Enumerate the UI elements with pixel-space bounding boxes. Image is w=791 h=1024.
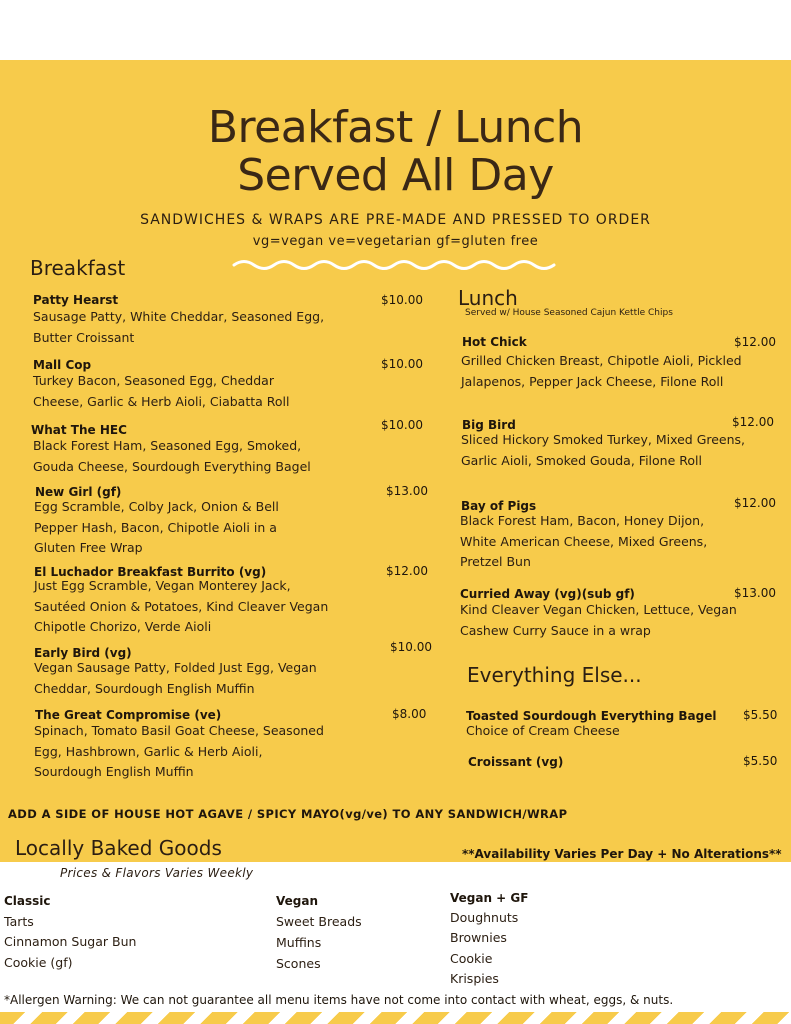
breakfast-heading: Breakfast <box>30 256 126 280</box>
item-description: Turkey Bacon, Seasoned Egg, Cheddar Cheese, Garlic & Herb Aioli, Ciabatta Roll <box>33 373 290 409</box>
page-title-line2: Served All Day <box>237 150 554 201</box>
list-item: Doughnuts <box>450 910 519 925</box>
item-name: Big Bird <box>462 418 516 432</box>
item-description: Spinach, Tomato Basil Goat Cheese, Seasoned Egg, Hashbrown, Garlic & Herb Aioli, Sourdough English Muffin <box>34 723 324 779</box>
list-item: Krispies <box>450 971 499 986</box>
baked-goods-heading: Locally Baked Goods <box>15 836 222 860</box>
item-price: $13.00 <box>734 586 776 600</box>
item-price: $12.00 <box>734 496 776 510</box>
item-name: Curried Away (vg)(sub gf) <box>460 587 635 601</box>
list-item: Tarts <box>4 914 34 929</box>
page-title-line1: Breakfast / Lunch <box>207 102 584 153</box>
item-name: Early Bird (vg) <box>34 646 132 660</box>
item-price: $5.50 <box>743 708 778 722</box>
item-name: Patty Hearst <box>33 293 119 307</box>
list-item: Muffins <box>276 935 322 950</box>
lunch-heading: Lunch <box>458 286 518 310</box>
item-description: Sausage Patty, White Cheddar, Seasoned Egg, Butter Croissant <box>33 309 325 345</box>
item-name: El Luchador Breakfast Burrito (vg) <box>34 565 267 579</box>
item-description: Sliced Hickory Smoked Turkey, Mixed Greens, Garlic Aioli, Smoked Gouda, Filone Roll <box>461 432 746 468</box>
item-price: $10.00 <box>381 293 423 307</box>
everything-else-heading: Everything Else... <box>467 663 642 687</box>
item-price: $10.00 <box>390 640 432 654</box>
wavy-divider-icon <box>232 256 562 274</box>
item-price: $10.00 <box>381 357 423 371</box>
item-name: What The HEC <box>31 423 127 437</box>
item-name: Bay of Pigs <box>461 499 537 513</box>
list-item: Cinnamon Sugar Bun <box>4 934 137 949</box>
column-heading: Vegan + GF <box>450 891 529 905</box>
column-heading: Classic <box>4 894 51 908</box>
item-description: Egg Scramble, Colby Jack, Onion & Bell Pepper Hash, Bacon, Chipotle Aioli in a Gluten Free Wrap <box>34 499 279 555</box>
item-price: $12.00 <box>386 564 428 578</box>
item-name: Croissant (vg) <box>468 755 564 769</box>
item-name: Toasted Sourdough Everything Bagel <box>466 709 717 723</box>
baked-goods-subtitle: Prices & Flavors Varies Weekly <box>60 866 254 880</box>
item-price: $13.00 <box>386 484 428 498</box>
item-name: Hot Chick <box>462 335 527 349</box>
item-name: New Girl (gf) <box>35 485 122 499</box>
item-price: $10.00 <box>381 418 423 432</box>
column-heading: Vegan <box>276 894 318 908</box>
list-item: Sweet Breads <box>276 914 362 929</box>
list-item: Cookie (gf) <box>4 955 73 970</box>
item-price: $12.00 <box>732 415 774 429</box>
availability-note: **Availability Varies Per Day + No Alterations** <box>462 847 782 861</box>
diet-legend: vg=vegan ve=vegetarian gf=gluten free <box>252 234 539 249</box>
item-description: Black Forest Ham, Seasoned Egg, Smoked, Gouda Cheese, Sourdough Everything Bagel <box>33 438 311 474</box>
item-description: Just Egg Scramble, Vegan Monterey Jack, Sautéed Onion & Potatoes, Kind Cleaver Vegan Chipotle Chorizo, Verde Aioli <box>34 578 329 634</box>
lunch-note: Served w/ House Seasoned Cajun Kettle Chips <box>465 308 673 318</box>
item-description: Black Forest Ham, Bacon, Honey Dijon, White American Cheese, Mixed Greens, Pretzel Bun <box>460 513 708 569</box>
striped-footer-border <box>0 1012 791 1024</box>
item-description: Grilled Chicken Breast, Chipotle Aioli, Pickled Jalapenos, Pepper Jack Cheese, Filone Roll <box>461 353 742 389</box>
side-sauce-note: ADD A SIDE OF HOUSE HOT AGAVE / SPICY MAYO(vg/ve) TO ANY SANDWICH/WRAP <box>8 807 568 821</box>
item-price: $8.00 <box>392 707 427 721</box>
item-price: $12.00 <box>734 335 776 349</box>
item-name: The Great Compromise (ve) <box>35 708 222 722</box>
item-description: Kind Cleaver Vegan Chicken, Lettuce, Vegan Cashew Curry Sauce in a wrap <box>460 602 737 638</box>
item-description: Vegan Sausage Patty, Folded Just Egg, Vegan Cheddar, Sourdough English Muffin <box>34 660 317 696</box>
list-item: Cookie <box>450 951 493 966</box>
item-price: $5.50 <box>743 754 778 768</box>
list-item: Brownies <box>450 930 507 945</box>
page-subtitle: SANDWICHES & WRAPS ARE PRE-MADE AND PRESSED TO ORDER <box>140 212 651 228</box>
item-name: Mall Cop <box>33 358 92 372</box>
item-description: Choice of Cream Cheese <box>466 723 620 738</box>
allergen-warning: *Allergen Warning: We can not guarantee all menu items have not come into contact with wheat, eggs, & nuts. <box>4 993 674 1007</box>
list-item: Scones <box>276 956 321 971</box>
